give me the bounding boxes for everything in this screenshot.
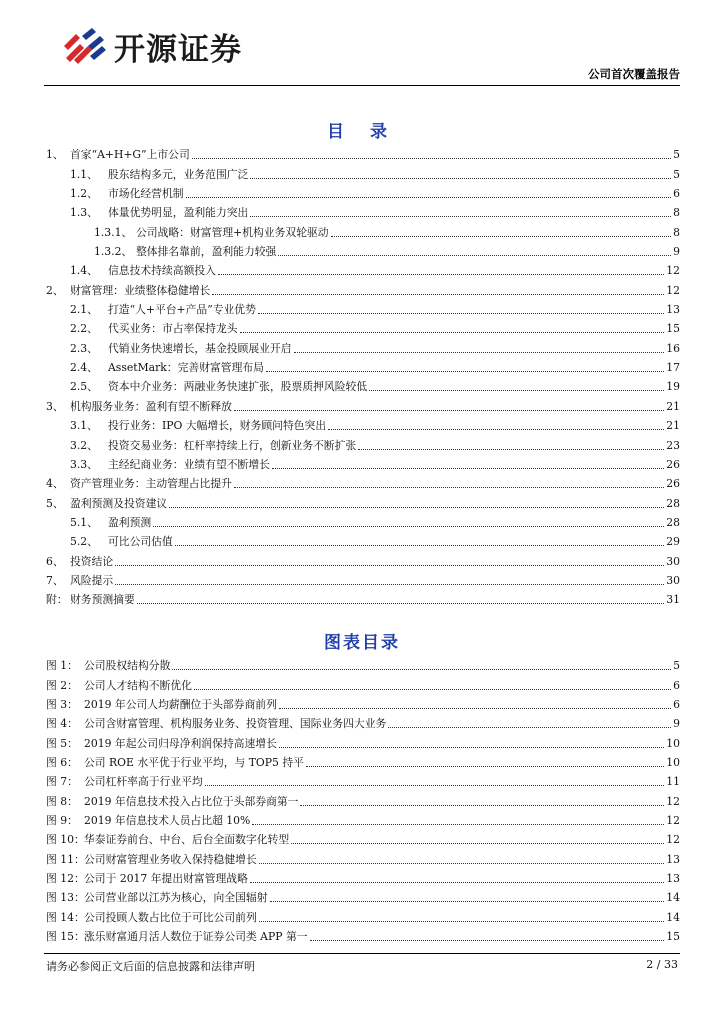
entry-number: 1.1、	[70, 167, 98, 181]
entry-number: 图 7：	[46, 775, 78, 789]
toc-entry[interactable]	[46, 376, 680, 395]
figure-entry[interactable]	[46, 926, 680, 945]
figure-entry[interactable]	[46, 674, 680, 693]
figure-entry[interactable]	[46, 887, 680, 906]
dot-leader	[115, 564, 664, 566]
entry-title: 代销业务快速增长，基金投顾展业开启	[108, 341, 292, 355]
entry-page: 5	[673, 167, 680, 181]
disclaimer-note: 请务必参阅正文后面的信息披露和法律声明	[46, 960, 255, 973]
entry-title: 整体排名靠前，盈利能力较强	[136, 245, 277, 259]
entry-number: 图 3：	[46, 698, 78, 712]
entry-page: 13	[666, 852, 680, 866]
dot-leader	[250, 881, 664, 883]
entry-title: 公司股权结构分散	[84, 659, 171, 673]
entry-page: 23	[666, 438, 680, 452]
entry-page: 21	[666, 399, 680, 413]
entry-title: 风险提示	[70, 573, 114, 587]
entry-title: 公司杠杆率高于行业平均	[84, 775, 203, 789]
entry-number: 2.3、	[70, 341, 98, 355]
entry-title: AssetMark：完善财富管理布局	[108, 361, 264, 375]
entry-page: 28	[666, 515, 680, 529]
entry-page: 30	[666, 573, 680, 587]
entry-title: 公司人才结构不断优化	[84, 678, 192, 692]
figure-list-heading: 图表目录	[324, 633, 400, 653]
entry-page: 31	[666, 593, 680, 607]
dot-leader	[153, 525, 664, 527]
entry-page: 5	[673, 148, 680, 162]
entry-page: 10	[666, 736, 680, 750]
entry-page: 12	[666, 264, 680, 278]
entry-title: 盈利预测及投资建议	[70, 496, 168, 510]
entry-number: 1.3.1、	[94, 225, 133, 239]
entry-page: 12	[666, 283, 680, 297]
entry-number: 图 1：	[46, 659, 78, 673]
dot-leader	[270, 900, 665, 902]
entry-title: 主经纪商业务：业绩有望不断增长	[108, 457, 270, 471]
entry-page: 12	[666, 794, 680, 808]
page-number: 2 / 33	[646, 958, 678, 971]
figure-entry[interactable]	[46, 810, 680, 829]
entry-title: 代买业务：市占率保持龙头	[108, 322, 238, 336]
entry-page: 17	[666, 361, 680, 375]
entry-title: 首家“A+H+G”上市公司	[70, 148, 190, 162]
toc-entry[interactable]	[46, 434, 680, 453]
table-of-contents	[46, 144, 680, 608]
dot-leader	[252, 823, 664, 825]
entry-title: 公司于 2017 年提出财富管理战略	[84, 872, 248, 886]
entry-number: 2.5、	[70, 380, 98, 394]
dot-leader	[212, 293, 664, 295]
toc-entry[interactable]	[46, 415, 680, 434]
entry-title: 体量优势明显，盈利能力突出	[108, 206, 249, 220]
dot-leader	[331, 235, 672, 237]
entry-title: 2019 年信息技术投入占比位于头部券商第一	[84, 794, 299, 808]
entry-page: 5	[673, 659, 680, 673]
entry-page: 9	[673, 245, 680, 259]
entry-number: 5.1、	[70, 515, 98, 529]
entry-title: 公司 ROE 水平优于行业平均，与 TOP5 持平	[84, 756, 304, 770]
entry-page: 6	[673, 678, 680, 692]
entry-title: 公司含财富管理、机构服务业务、投资管理、国际业务四大业务	[84, 717, 387, 731]
entry-number: 图 4：	[46, 717, 78, 731]
figure-entry[interactable]	[46, 829, 680, 848]
figure-entry[interactable]	[46, 906, 680, 925]
figure-entry[interactable]	[46, 694, 680, 713]
report-type: 公司首次覆盖报告	[588, 67, 680, 81]
dot-leader	[278, 254, 671, 256]
entry-title: 信息技术持续高额投入	[108, 264, 216, 278]
toc-entry[interactable]	[46, 144, 680, 163]
entry-number: 3、	[46, 399, 64, 413]
entry-number: 图 10：	[46, 833, 85, 847]
entry-number: 图 13：	[46, 891, 85, 905]
dot-leader	[259, 862, 665, 864]
entry-number: 7、	[46, 573, 64, 587]
entry-page: 14	[666, 891, 680, 905]
dot-leader	[358, 448, 664, 450]
entry-title: 财富管理：业绩整体稳健增长	[70, 283, 211, 297]
dot-leader	[258, 312, 664, 314]
entry-page: 8	[673, 206, 680, 220]
figure-entry[interactable]	[46, 655, 680, 674]
dot-leader	[306, 765, 664, 767]
entry-number: 1.3.2、	[94, 245, 133, 259]
entry-page: 14	[666, 910, 680, 924]
page-header	[0, 0, 724, 90]
brand-name: 开源证券	[114, 31, 242, 68]
entry-number: 3.2、	[70, 438, 98, 452]
figure-entry[interactable]	[46, 848, 680, 867]
dot-leader	[310, 939, 665, 941]
entry-page: 9	[673, 717, 680, 731]
entry-number: 图 12：	[46, 872, 85, 886]
dot-leader	[250, 215, 671, 217]
entry-number: 1.4、	[70, 264, 98, 278]
entry-number: 图 14：	[46, 910, 85, 924]
entry-title: 盈利预测	[108, 515, 152, 529]
dot-leader	[205, 784, 664, 786]
toc-entry[interactable]	[46, 512, 680, 531]
entry-title: 资产管理业务：主动管理占比提升	[70, 477, 232, 491]
entry-title: 2019 年公司人均薪酬位于头部券商前列	[84, 698, 277, 712]
entry-title: 公司战略：财富管理+机构业务双轮驱动	[136, 225, 329, 239]
figure-entry[interactable]	[46, 752, 680, 771]
footer-divider	[44, 953, 680, 954]
entry-page: 15	[666, 930, 680, 944]
toc-entry[interactable]	[46, 183, 680, 202]
entry-page: 28	[666, 496, 680, 510]
entry-number: 2.4、	[70, 361, 98, 375]
dot-leader	[279, 746, 664, 748]
entry-number: 图 5：	[46, 736, 78, 750]
entry-page: 6	[673, 698, 680, 712]
entry-title: 可比公司估值	[108, 535, 173, 549]
dot-leader	[234, 486, 664, 488]
dot-leader	[192, 157, 671, 159]
entry-number: 4、	[46, 477, 64, 491]
toc-entry[interactable]	[46, 589, 680, 608]
entry-page: 12	[666, 814, 680, 828]
entry-title: 公司营业部以江苏为核心，向全国辐射	[84, 891, 268, 905]
entry-title: 涨乐财富通月活人数位于证券公司类 APP 第一	[84, 930, 308, 944]
entry-page: 12	[666, 833, 680, 847]
dot-leader	[300, 804, 664, 806]
brand-logo	[60, 24, 242, 68]
entry-page: 16	[666, 341, 680, 355]
entry-page: 11	[666, 775, 680, 789]
entry-number: 5、	[46, 496, 64, 510]
header-divider	[44, 85, 680, 86]
toc-entry[interactable]	[46, 241, 680, 260]
figure-entry[interactable]	[46, 713, 680, 732]
entry-number: 2、	[46, 283, 64, 297]
entry-number: 1.3、	[70, 206, 98, 220]
dot-leader	[279, 707, 671, 709]
toc-entry[interactable]	[46, 279, 680, 298]
dot-leader	[259, 920, 665, 922]
dot-leader	[272, 467, 664, 469]
dot-leader	[291, 842, 664, 844]
dot-leader	[194, 688, 671, 690]
figure-entry[interactable]	[46, 732, 680, 751]
dot-leader	[186, 196, 672, 198]
toc-entry[interactable]	[46, 395, 680, 414]
entry-number: 1、	[46, 148, 64, 162]
entry-page: 30	[666, 554, 680, 568]
dot-leader	[137, 602, 664, 604]
entry-number: 图 8：	[46, 794, 78, 808]
entry-number: 图 2：	[46, 678, 78, 692]
dot-leader	[115, 583, 664, 585]
entry-page: 13	[666, 303, 680, 317]
toc-entry[interactable]	[46, 357, 680, 376]
entry-title: 公司财富管理业务收入保持稳健增长	[84, 852, 257, 866]
entry-number: 图 11：	[46, 852, 85, 866]
dot-leader	[175, 544, 664, 546]
entry-title: 财务预测摘要	[70, 593, 135, 607]
toc-entry[interactable]	[46, 492, 680, 511]
dot-leader	[388, 726, 671, 728]
toc-entry[interactable]	[46, 299, 680, 318]
entry-title: 资本中介业务：两融业务快速扩张，股票质押风险较低	[108, 380, 368, 394]
figure-entry[interactable]	[46, 790, 680, 809]
entry-number: 图 6：	[46, 756, 78, 770]
dot-leader	[240, 331, 665, 333]
entry-title: 2019 年信息技术人员占比超 10%	[84, 814, 251, 828]
entry-page: 13	[666, 872, 680, 886]
toc-entry[interactable]	[46, 202, 680, 221]
entry-number: 2.1、	[70, 303, 98, 317]
entry-number: 5.2、	[70, 535, 98, 549]
entry-title: 机构服务业务：盈利有望不断释放	[70, 399, 232, 413]
entry-page: 21	[666, 419, 680, 433]
entry-title: 投资结论	[70, 554, 114, 568]
entry-title: 公司投顾人数占比位于可比公司前列	[84, 910, 257, 924]
entry-number: 6、	[46, 554, 64, 568]
dot-leader	[266, 370, 664, 372]
dot-leader	[172, 668, 671, 670]
dot-leader	[234, 409, 664, 411]
figure-entry[interactable]	[46, 868, 680, 887]
entry-title: 股东结构多元，业务范围广泛	[108, 167, 249, 181]
toc-entry[interactable]	[46, 550, 680, 569]
entry-number: 3.3、	[70, 457, 98, 471]
entry-title: 投资交易业务：杠杆率持续上行，创新业务不断扩张	[108, 438, 357, 452]
toc-entry[interactable]	[46, 221, 680, 240]
dot-leader	[369, 389, 664, 391]
figure-list	[46, 655, 680, 945]
toc-entry[interactable]	[46, 531, 680, 550]
toc-entry[interactable]	[46, 570, 680, 589]
entry-number: 附：	[46, 593, 68, 607]
entry-number: 2.2、	[70, 322, 98, 336]
toc-entry[interactable]	[46, 473, 680, 492]
toc-entry[interactable]	[46, 454, 680, 473]
entry-title: 华泰证券前台、中台、后台全面数字化转型	[84, 833, 290, 847]
entry-page: 10	[666, 756, 680, 770]
figure-entry[interactable]	[46, 771, 680, 790]
entry-number: 1.2、	[70, 187, 98, 201]
entry-number: 图 9：	[46, 814, 78, 828]
toc-entry[interactable]	[46, 260, 680, 279]
toc-heading: 目 录	[327, 122, 397, 142]
toc-entry[interactable]	[46, 318, 680, 337]
toc-entry[interactable]	[46, 163, 680, 182]
entry-title: 2019 年起公司归母净利润保持高速增长	[84, 736, 277, 750]
dot-leader	[218, 273, 664, 275]
dot-leader	[250, 177, 671, 179]
entry-number: 图 15：	[46, 930, 85, 944]
entry-page: 29	[666, 535, 680, 549]
toc-entry[interactable]	[46, 337, 680, 356]
entry-page: 26	[666, 457, 680, 471]
entry-page: 8	[673, 225, 680, 239]
entry-page: 6	[673, 187, 680, 201]
entry-page: 15	[666, 322, 680, 336]
dot-leader	[328, 428, 664, 430]
entry-page: 26	[666, 477, 680, 491]
entry-title: 投行业务：IPO 大幅增长，财务顾问特色突出	[108, 419, 327, 433]
dot-leader	[294, 351, 665, 353]
brand-mark-icon	[60, 24, 106, 68]
entry-title: 市场化经营机制	[108, 187, 184, 201]
entry-page: 19	[666, 380, 680, 394]
entry-number: 3.1、	[70, 419, 98, 433]
entry-title: 打造“人+平台+产品”专业优势	[108, 303, 256, 317]
dot-leader	[169, 506, 664, 508]
